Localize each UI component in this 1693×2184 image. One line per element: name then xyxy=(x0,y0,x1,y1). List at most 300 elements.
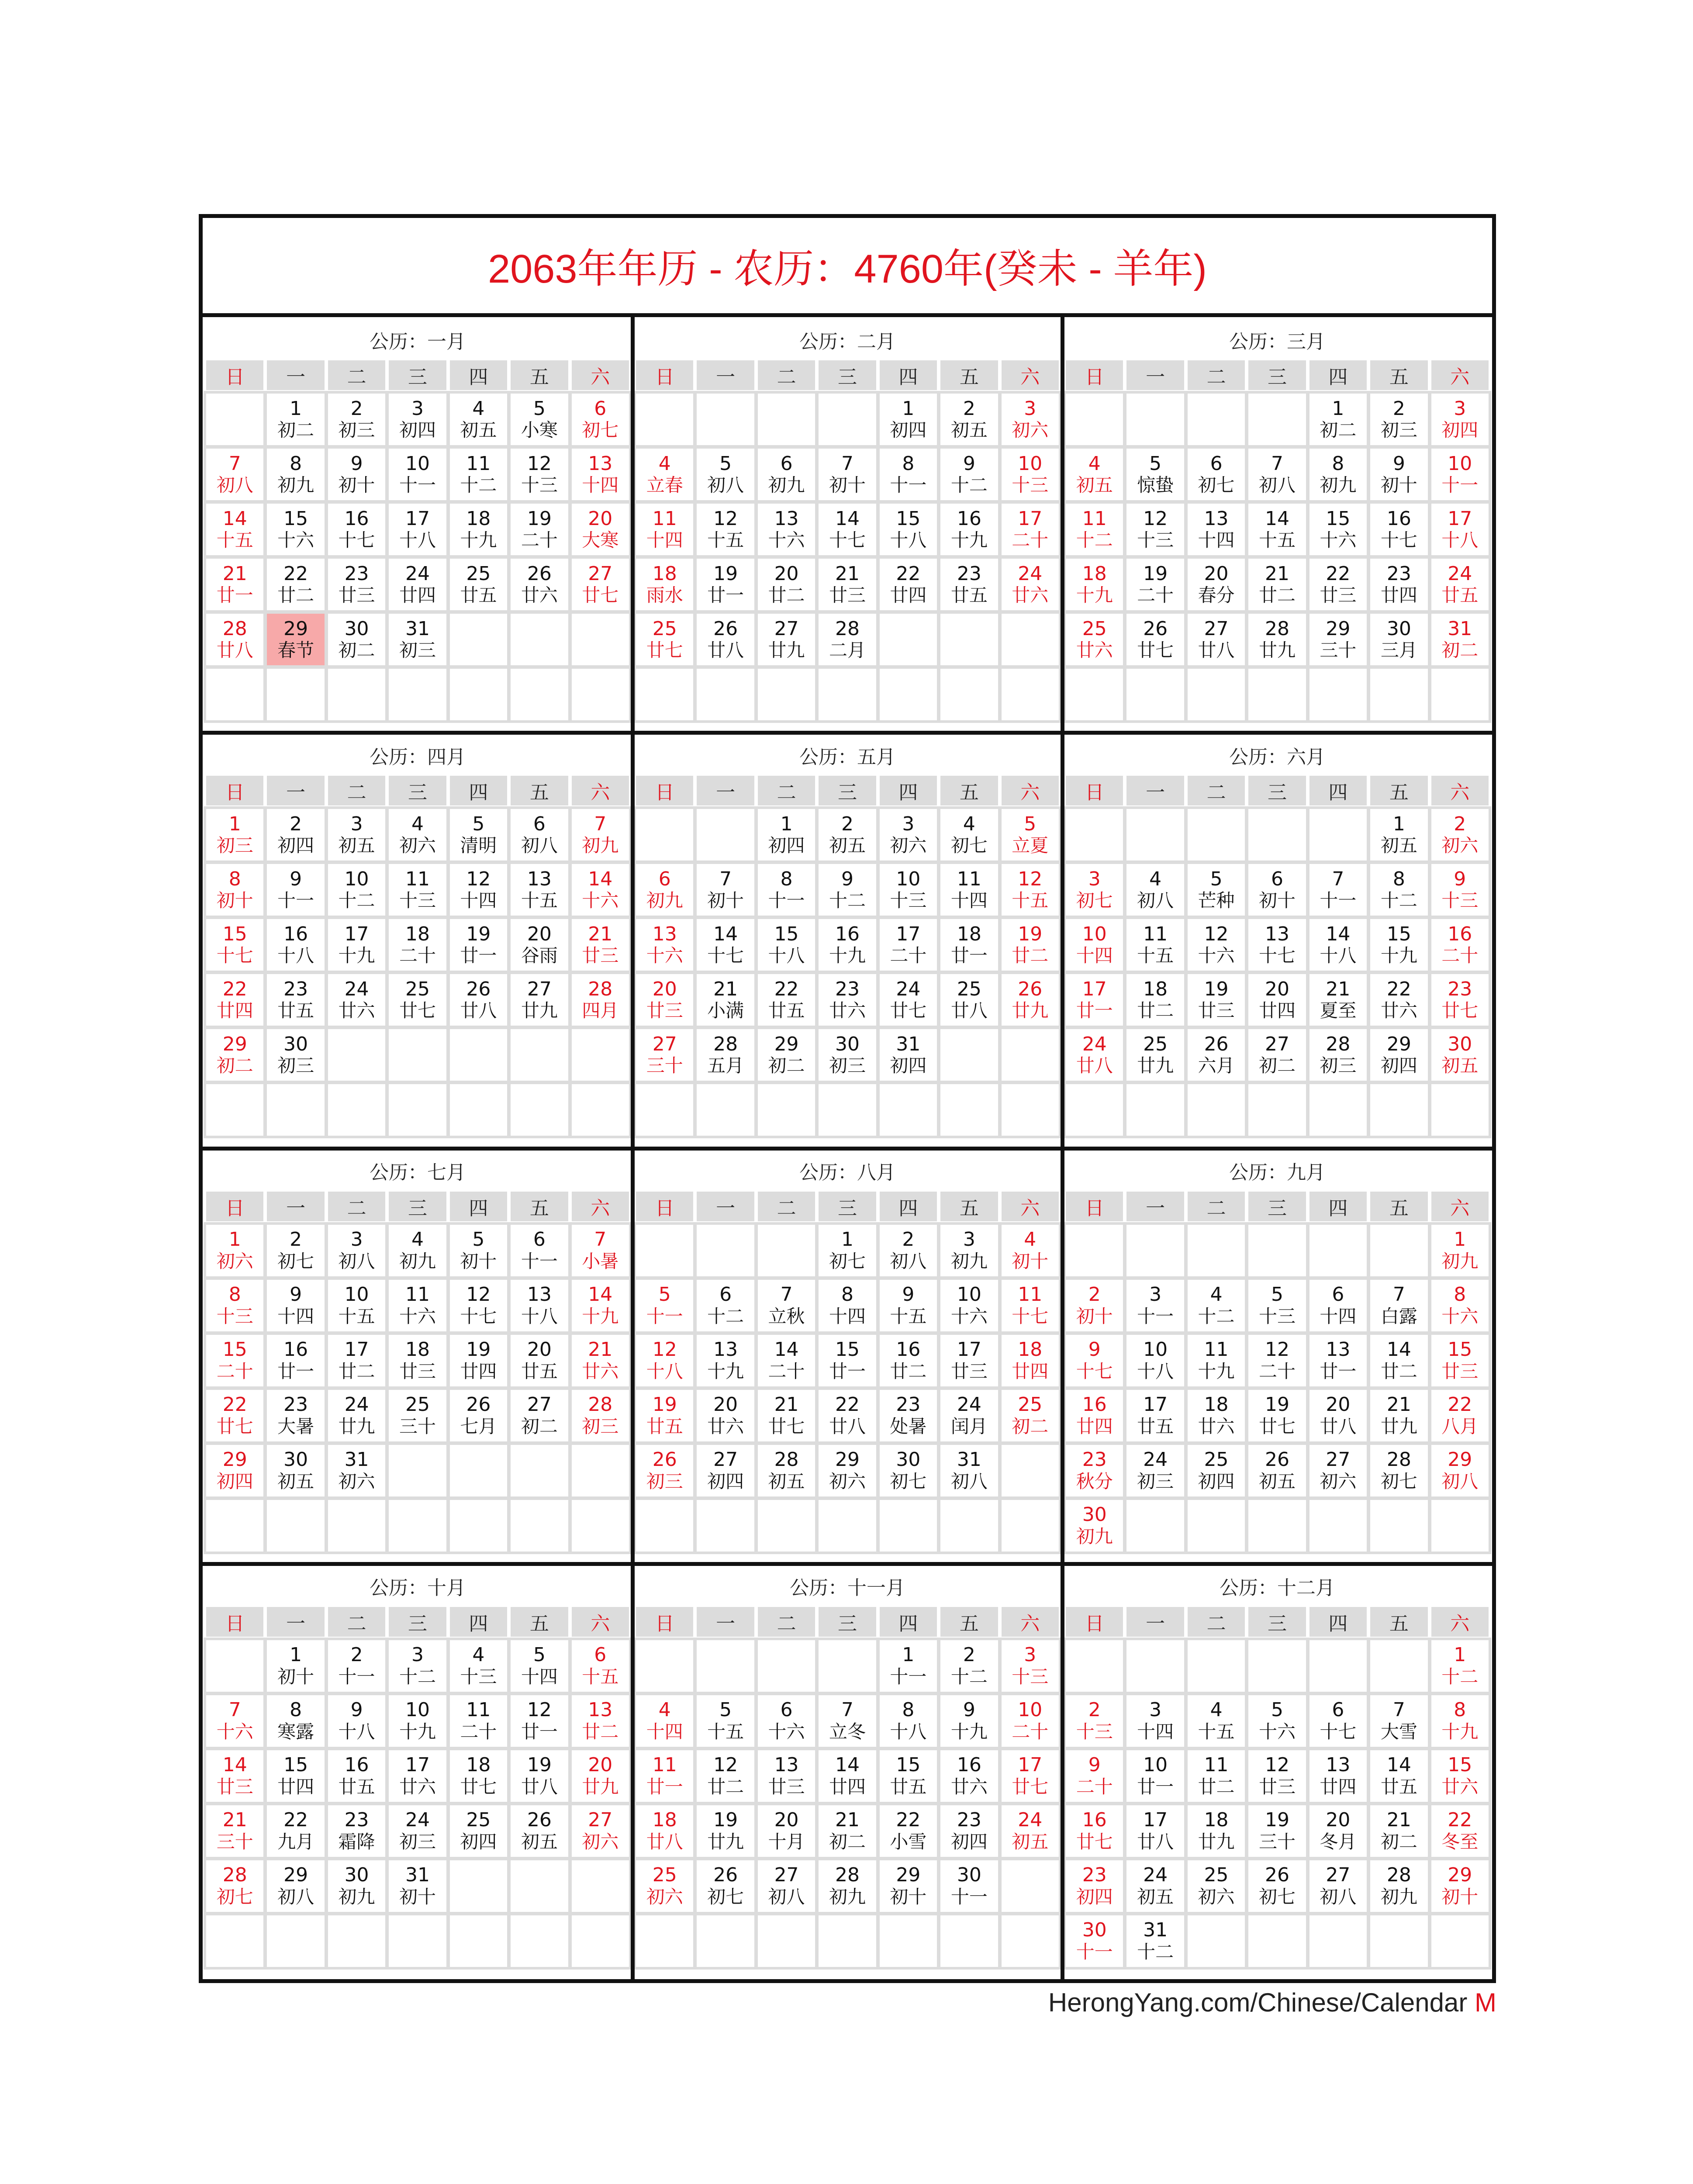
weekday-header: 二 xyxy=(328,1607,385,1637)
day-cell xyxy=(267,614,324,665)
day-cell xyxy=(511,1225,568,1276)
day-cell xyxy=(819,809,876,860)
lunar-day: 初四 xyxy=(950,1831,988,1852)
empty-cell xyxy=(328,1084,385,1136)
day-cell xyxy=(1309,559,1367,610)
gregorian-day: 28 xyxy=(835,617,860,640)
lunar-day: 十二 xyxy=(338,890,375,912)
lunar-day: 廿二 xyxy=(338,1360,375,1382)
gregorian-day: 9 xyxy=(963,452,975,475)
lunar-day: 廿三 xyxy=(1198,1000,1235,1022)
day-cell xyxy=(819,559,876,610)
weekday-header: 三 xyxy=(1248,1607,1306,1637)
day-cell xyxy=(389,864,446,916)
lunar-day: 廿六 xyxy=(399,1776,436,1797)
day-cell xyxy=(880,1750,937,1802)
lunar-day: 初三 xyxy=(216,835,253,857)
lunar-day: 廿三 xyxy=(1320,584,1357,606)
empty-cell xyxy=(697,1500,754,1552)
day-cell xyxy=(328,504,385,555)
day-cell xyxy=(819,919,876,971)
lunar-day: 二十 xyxy=(1137,584,1174,606)
lunar-day: 立春 xyxy=(646,474,683,496)
gregorian-day: 13 xyxy=(588,1699,613,1721)
lunar-day: 初十 xyxy=(1258,890,1296,912)
empty-cell xyxy=(1309,809,1367,860)
lunar-day: 廿四 xyxy=(1320,1776,1357,1797)
lunar-day: 廿三 xyxy=(646,1000,683,1022)
gregorian-day: 3 xyxy=(902,812,915,835)
empty-cell xyxy=(1188,394,1245,445)
gregorian-day: 16 xyxy=(1082,1809,1107,1832)
gregorian-day: 22 xyxy=(1448,1393,1472,1416)
lunar-day: 初九 xyxy=(1076,1525,1113,1547)
day-cell xyxy=(758,504,815,555)
day-cell xyxy=(1126,504,1184,555)
lunar-day: 初六 xyxy=(399,835,436,857)
empty-cell xyxy=(389,1500,446,1552)
gregorian-day: 17 xyxy=(1082,978,1107,1000)
day-cell xyxy=(1370,1390,1427,1441)
day-cell xyxy=(697,1860,754,1912)
day-cell xyxy=(267,1695,324,1747)
day-cell xyxy=(1431,1860,1489,1912)
gregorian-day: 25 xyxy=(466,562,491,585)
gregorian-day: 24 xyxy=(344,1393,369,1416)
day-cell xyxy=(1002,1805,1059,1857)
lunar-day: 廿四 xyxy=(1012,1360,1049,1382)
weekday-header: 五 xyxy=(511,360,568,390)
lunar-day: 十七 xyxy=(1258,945,1296,967)
lunar-day: 初五 xyxy=(768,1470,805,1492)
lunar-day: 夏至 xyxy=(1320,1000,1357,1022)
lunar-day: 初五 xyxy=(1441,1055,1479,1077)
weekday-header: 六 xyxy=(572,1192,629,1221)
lunar-day: 十五 xyxy=(1137,945,1174,967)
day-cell xyxy=(819,1750,876,1802)
gregorian-day: 18 xyxy=(1204,1393,1229,1416)
lunar-day: 十八 xyxy=(646,1360,683,1382)
gregorian-day: 14 xyxy=(1386,1338,1411,1361)
lunar-day: 廿九 xyxy=(768,639,805,661)
lunar-day: 十八 xyxy=(1441,529,1479,551)
lunar-day: 初九 xyxy=(646,890,683,912)
weekday-header: 六 xyxy=(1002,1607,1059,1637)
gregorian-day: 24 xyxy=(405,1809,430,1832)
gregorian-day: 29 xyxy=(283,617,308,640)
day-cell xyxy=(697,449,754,500)
day-cell xyxy=(389,1390,446,1441)
gregorian-day: 4 xyxy=(1210,1283,1223,1306)
lunar-day: 十八 xyxy=(521,1305,558,1327)
day-cell xyxy=(758,1335,815,1386)
lunar-day: 廿八 xyxy=(1076,1055,1113,1077)
day-cell xyxy=(450,1280,507,1331)
empty-cell xyxy=(1248,394,1306,445)
gregorian-day: 27 xyxy=(1326,1864,1351,1887)
lunar-day: 二十 xyxy=(1441,945,1479,967)
lunar-day: 初六 xyxy=(1012,419,1049,441)
lunar-day: 闰月 xyxy=(950,1415,988,1437)
footer-text: HerongYang.com/Chinese/Calendar xyxy=(1048,1988,1468,2017)
lunar-day: 廿三 xyxy=(338,584,375,606)
gregorian-day: 27 xyxy=(713,1448,738,1471)
day-cell xyxy=(1002,1225,1059,1276)
day-cell xyxy=(1431,1390,1489,1441)
lunar-day: 三十 xyxy=(1258,1831,1296,1852)
gregorian-day: 1 xyxy=(228,812,241,835)
day-cell xyxy=(267,974,324,1026)
lunar-day: 十九 xyxy=(399,1721,436,1742)
gregorian-day: 18 xyxy=(1082,562,1107,585)
gregorian-day: 3 xyxy=(963,1228,975,1251)
gregorian-day: 28 xyxy=(588,978,613,1000)
lunar-day: 廿五 xyxy=(768,1000,805,1022)
month-panel xyxy=(636,1150,1059,1562)
gregorian-day: 11 xyxy=(466,452,491,475)
day-cell xyxy=(206,559,263,610)
day-cell xyxy=(1370,394,1427,445)
empty-cell xyxy=(1431,669,1489,720)
day-cell xyxy=(328,919,385,971)
empty-cell xyxy=(880,1915,937,1967)
empty-cell xyxy=(1126,1225,1184,1276)
footer-credit[interactable] xyxy=(1048,1987,1496,2018)
empty-cell xyxy=(267,1915,324,1967)
lunar-day: 惊蛰 xyxy=(1137,474,1174,496)
weekday-header: 二 xyxy=(328,776,385,805)
gregorian-day: 4 xyxy=(472,397,485,420)
gregorian-day: 5 xyxy=(1271,1283,1283,1306)
gregorian-day: 28 xyxy=(1386,1448,1411,1471)
gregorian-day: 6 xyxy=(1271,867,1283,890)
gregorian-day: 22 xyxy=(222,978,247,1000)
gregorian-day: 3 xyxy=(1088,867,1101,890)
empty-cell xyxy=(880,1084,937,1136)
gregorian-day: 8 xyxy=(290,1699,302,1721)
lunar-day: 初六 xyxy=(1320,1470,1357,1492)
weekday-header: 四 xyxy=(450,360,507,390)
empty-cell xyxy=(1309,1500,1367,1552)
day-cell xyxy=(880,1445,937,1496)
day-cell xyxy=(697,919,754,971)
empty-cell xyxy=(328,669,385,720)
day-cell xyxy=(880,1860,937,1912)
day-cell xyxy=(819,864,876,916)
day-cell xyxy=(1431,1225,1489,1276)
weekday-header: 日 xyxy=(1066,1607,1123,1637)
lunar-day: 初四 xyxy=(277,835,314,857)
day-cell xyxy=(328,864,385,916)
day-cell xyxy=(1188,504,1245,555)
gregorian-day: 14 xyxy=(1386,1754,1411,1776)
lunar-day: 廿七 xyxy=(890,1000,927,1022)
lunar-day: 十六 xyxy=(646,945,683,967)
day-cell xyxy=(1248,974,1306,1026)
gregorian-day: 5 xyxy=(533,397,546,420)
lunar-day: 初十 xyxy=(1380,474,1417,496)
gregorian-day: 26 xyxy=(466,1393,491,1416)
empty-cell xyxy=(450,1084,507,1136)
empty-cell xyxy=(1002,1084,1059,1136)
day-cell xyxy=(267,1640,324,1692)
lunar-day: 十八 xyxy=(768,945,805,967)
lunar-day: 十三 xyxy=(1137,529,1174,551)
day-cell xyxy=(1370,864,1427,916)
lunar-day: 初七 xyxy=(1258,1886,1296,1908)
lunar-day: 十六 xyxy=(1258,1721,1296,1742)
lunar-day: 廿八 xyxy=(707,639,744,661)
gregorian-day: 29 xyxy=(1448,1448,1472,1471)
day-cell xyxy=(389,974,446,1026)
weekday-header: 一 xyxy=(1126,360,1184,390)
day-cell xyxy=(758,809,815,860)
gregorian-day: 14 xyxy=(1265,507,1289,530)
day-cell xyxy=(450,864,507,916)
lunar-day: 初十 xyxy=(216,890,253,912)
lunar-day: 十七 xyxy=(216,945,253,967)
day-cell xyxy=(1066,1445,1123,1496)
lunar-day: 廿七 xyxy=(1012,1776,1049,1797)
gregorian-day: 25 xyxy=(1018,1393,1043,1416)
month-grid xyxy=(1066,776,1489,1136)
empty-cell xyxy=(697,1915,754,1967)
lunar-day: 四月 xyxy=(582,1000,619,1022)
lunar-day: 小满 xyxy=(707,1000,744,1022)
lunar-day: 十三 xyxy=(521,474,558,496)
day-cell xyxy=(697,1805,754,1857)
day-cell xyxy=(819,1695,876,1747)
lunar-day: 二十 xyxy=(216,1360,253,1382)
gregorian-day: 15 xyxy=(774,923,799,945)
weekday-header: 二 xyxy=(328,1192,385,1221)
lunar-day: 廿九 xyxy=(1137,1055,1174,1077)
gregorian-day: 11 xyxy=(1143,923,1168,945)
lunar-day: 初八 xyxy=(216,474,253,496)
empty-cell xyxy=(1126,669,1184,720)
month-grid xyxy=(636,360,1059,720)
gregorian-day: 7 xyxy=(228,1699,241,1721)
lunar-day: 初十 xyxy=(460,1250,497,1272)
gregorian-day: 25 xyxy=(652,617,677,640)
day-cell xyxy=(1066,1500,1123,1552)
lunar-day: 初三 xyxy=(1320,1055,1357,1077)
lunar-day: 初二 xyxy=(1258,1055,1296,1077)
lunar-day: 五月 xyxy=(707,1055,744,1077)
day-cell xyxy=(328,1280,385,1331)
day-cell xyxy=(328,974,385,1026)
day-cell xyxy=(389,1695,446,1747)
day-cell xyxy=(206,1335,263,1386)
day-cell xyxy=(1309,1750,1367,1802)
lunar-day: 初十 xyxy=(829,474,866,496)
gregorian-day: 27 xyxy=(588,1809,613,1832)
weekday-header: 三 xyxy=(819,1192,876,1221)
day-cell xyxy=(450,1640,507,1692)
day-cell xyxy=(1066,1750,1123,1802)
lunar-day: 廿三 xyxy=(1441,1360,1479,1382)
day-cell xyxy=(636,1445,693,1496)
day-cell xyxy=(1126,1805,1184,1857)
day-cell xyxy=(1126,614,1184,665)
day-cell xyxy=(267,864,324,916)
lunar-day: 廿三 xyxy=(582,945,619,967)
day-cell xyxy=(819,1390,876,1441)
gregorian-day: 25 xyxy=(957,978,981,1000)
gregorian-day: 15 xyxy=(283,507,308,530)
day-cell xyxy=(636,559,693,610)
gregorian-day: 1 xyxy=(290,1644,302,1666)
gregorian-day: 26 xyxy=(466,978,491,1000)
gregorian-day: 10 xyxy=(1143,1754,1168,1776)
lunar-day: 十七 xyxy=(829,529,866,551)
gregorian-day: 3 xyxy=(1454,397,1466,420)
day-cell xyxy=(1248,1029,1306,1081)
gregorian-day: 10 xyxy=(1448,452,1472,475)
lunar-day: 初二 xyxy=(768,1055,805,1077)
empty-cell xyxy=(1002,1445,1059,1496)
gregorian-day: 22 xyxy=(896,1809,921,1832)
gregorian-day: 6 xyxy=(533,812,546,835)
day-cell xyxy=(1431,1695,1489,1747)
lunar-day: 七月 xyxy=(460,1415,497,1437)
gregorian-day: 25 xyxy=(1204,1448,1229,1471)
gregorian-day: 3 xyxy=(411,397,424,420)
empty-cell xyxy=(267,1500,324,1552)
empty-cell xyxy=(1002,1500,1059,1552)
day-cell xyxy=(1126,864,1184,916)
day-cell xyxy=(819,1280,876,1331)
gregorian-day: 15 xyxy=(1386,923,1411,945)
lunar-day: 初十 xyxy=(890,1886,927,1908)
day-cell xyxy=(1066,614,1123,665)
gregorian-day: 30 xyxy=(1082,1503,1107,1526)
gregorian-day: 16 xyxy=(957,507,981,530)
day-cell xyxy=(206,1695,263,1747)
empty-cell xyxy=(758,1225,815,1276)
day-cell xyxy=(1188,1750,1245,1802)
empty-cell xyxy=(1188,1084,1245,1136)
empty-cell xyxy=(572,1029,629,1081)
gregorian-day: 17 xyxy=(344,923,369,945)
month-panel xyxy=(206,1150,629,1562)
lunar-day: 廿三 xyxy=(399,1360,436,1382)
day-cell xyxy=(511,1640,568,1692)
day-cell xyxy=(389,1225,446,1276)
month-title: 公历：十月 xyxy=(370,1577,466,1600)
gregorian-day: 10 xyxy=(405,1699,430,1721)
gregorian-day: 23 xyxy=(344,562,369,585)
day-cell xyxy=(328,614,385,665)
page-title: 2063年年历 - 农历：4760年(癸未 - 羊年) xyxy=(487,247,1207,291)
lunar-day: 初五 xyxy=(277,1470,314,1492)
day-cell xyxy=(206,1390,263,1441)
gregorian-day: 20 xyxy=(1326,1809,1351,1832)
gregorian-day: 25 xyxy=(1082,617,1107,640)
lunar-day: 初五 xyxy=(1012,1831,1049,1852)
empty-cell xyxy=(206,1640,263,1692)
empty-cell xyxy=(758,669,815,720)
day-cell xyxy=(1126,1280,1184,1331)
day-cell xyxy=(511,1805,568,1857)
gregorian-day: 9 xyxy=(902,1283,915,1306)
gregorian-day: 5 xyxy=(472,812,485,835)
empty-cell xyxy=(1066,1225,1123,1276)
lunar-day: 十四 xyxy=(582,474,619,496)
gregorian-day: 12 xyxy=(1265,1754,1289,1776)
gregorian-day: 4 xyxy=(658,1699,671,1721)
day-cell xyxy=(572,1750,629,1802)
lunar-day: 十五 xyxy=(1258,529,1296,551)
empty-cell xyxy=(1126,1084,1184,1136)
lunar-day: 廿五 xyxy=(1137,1415,1174,1437)
gregorian-day: 29 xyxy=(222,1448,247,1471)
empty-cell xyxy=(1309,669,1367,720)
calendar-frame xyxy=(199,214,1496,1983)
month-title: 公历：九月 xyxy=(1229,1161,1325,1184)
lunar-day: 初八 xyxy=(1441,1470,1479,1492)
lunar-day: 立秋 xyxy=(768,1305,805,1327)
lunar-day: 十三 xyxy=(216,1305,253,1327)
empty-cell xyxy=(1309,1915,1367,1967)
lunar-day: 大雪 xyxy=(1380,1721,1417,1742)
weekday-header: 一 xyxy=(697,360,754,390)
gregorian-day: 27 xyxy=(652,1033,677,1055)
lunar-day: 初六 xyxy=(1198,1886,1235,1908)
lunar-day: 初九 xyxy=(829,1886,866,1908)
weekday-header: 五 xyxy=(940,776,998,805)
gregorian-day: 16 xyxy=(1386,507,1411,530)
day-cell xyxy=(1066,919,1123,971)
lunar-day: 初三 xyxy=(338,419,375,441)
gregorian-day: 11 xyxy=(405,1283,430,1306)
lunar-day: 初七 xyxy=(890,1470,927,1492)
empty-cell xyxy=(636,809,693,860)
gregorian-day: 12 xyxy=(527,1699,552,1721)
empty-cell xyxy=(511,1029,568,1081)
weekday-header: 一 xyxy=(697,1192,754,1221)
day-cell xyxy=(267,919,324,971)
empty-cell xyxy=(1370,1640,1427,1692)
lunar-day: 廿四 xyxy=(399,584,436,606)
gregorian-day: 28 xyxy=(1386,1864,1411,1887)
day-cell xyxy=(1431,1280,1489,1331)
month-panel xyxy=(206,734,629,1146)
lunar-day: 十二 xyxy=(1441,1666,1479,1687)
empty-cell xyxy=(1370,1225,1427,1276)
empty-cell xyxy=(758,1084,815,1136)
lunar-day: 廿一 xyxy=(707,584,744,606)
gregorian-day: 23 xyxy=(896,1393,921,1416)
day-cell xyxy=(1370,1695,1427,1747)
lunar-day: 初四 xyxy=(399,419,436,441)
lunar-day: 十五 xyxy=(338,1305,375,1327)
weekday-header: 二 xyxy=(1188,776,1245,805)
lunar-day: 十二 xyxy=(1076,529,1113,551)
day-cell xyxy=(819,1029,876,1081)
month-title: 公历：八月 xyxy=(799,1161,895,1184)
gregorian-day: 24 xyxy=(1143,1864,1168,1887)
lunar-day: 初二 xyxy=(338,639,375,661)
gregorian-day: 31 xyxy=(405,617,430,640)
day-cell xyxy=(328,394,385,445)
gregorian-day: 4 xyxy=(1149,867,1162,890)
day-cell xyxy=(1002,449,1059,500)
lunar-day: 初八 xyxy=(890,1250,927,1272)
day-cell xyxy=(1431,919,1489,971)
lunar-day: 初五 xyxy=(829,835,866,857)
lunar-day: 廿九 xyxy=(582,1776,619,1797)
